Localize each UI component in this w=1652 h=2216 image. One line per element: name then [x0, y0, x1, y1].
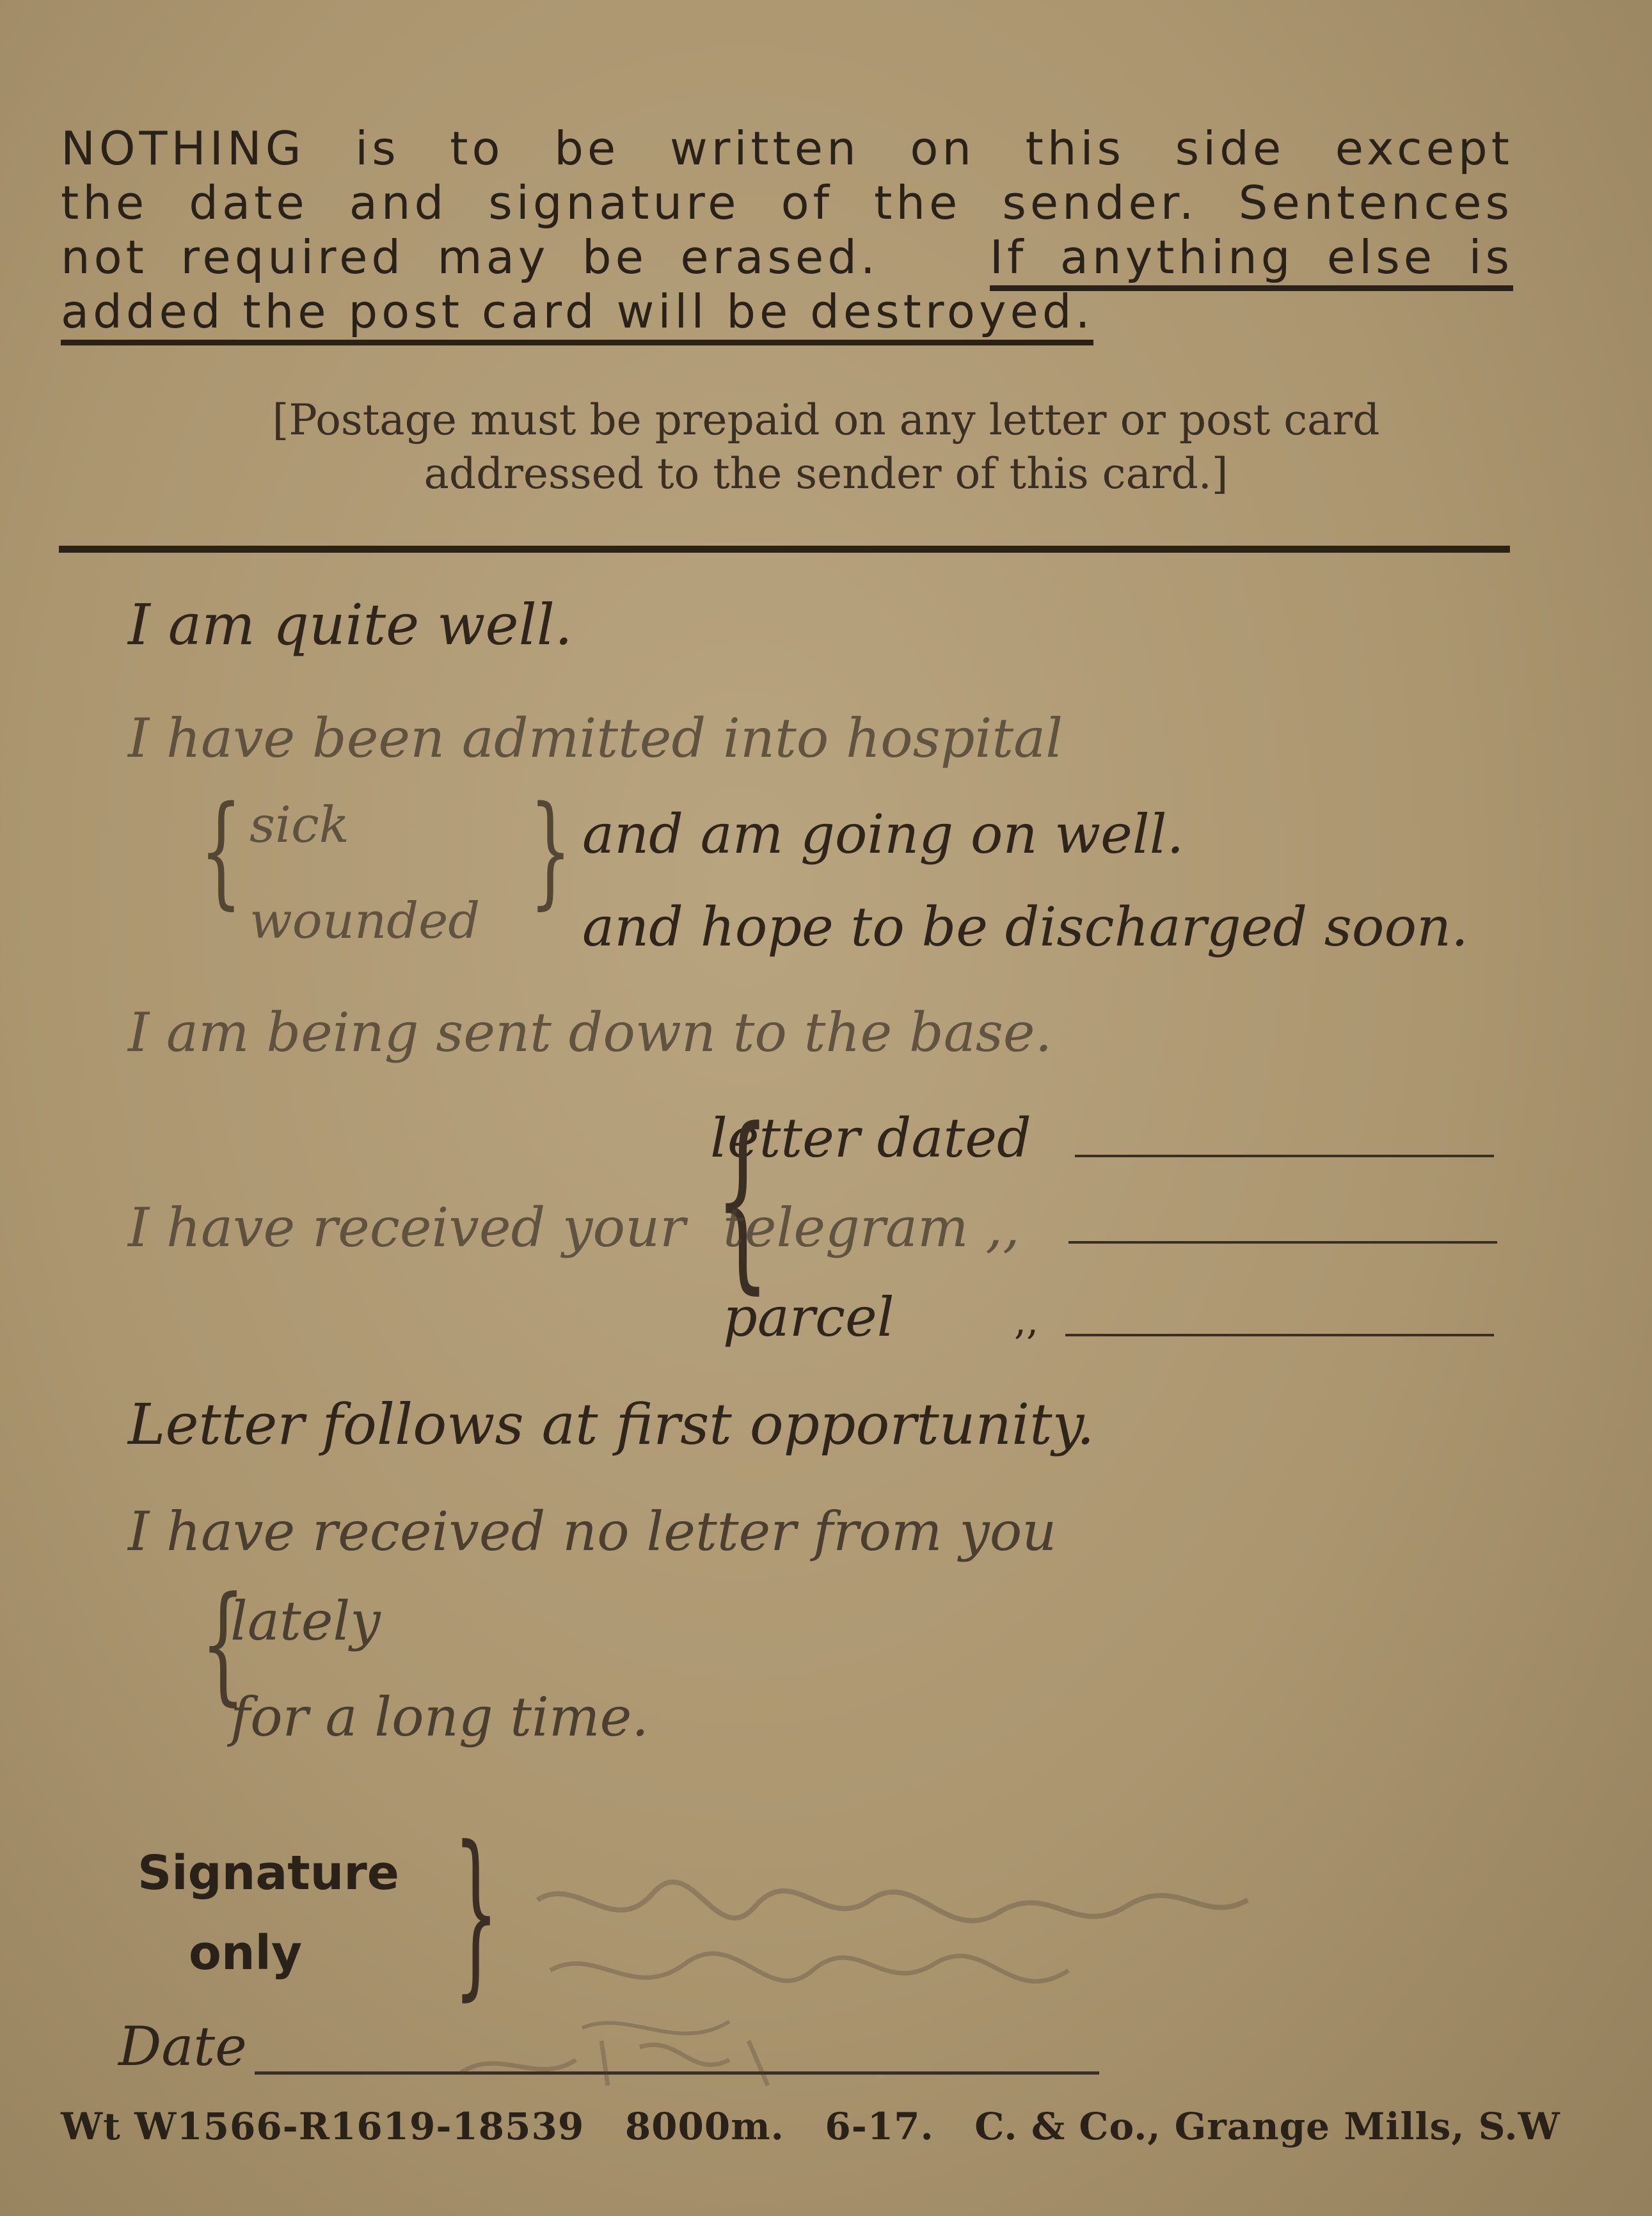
notice-line-3-plain: not required may be erased. [61, 230, 879, 284]
option-letter-dated: letter dated [710, 1107, 1031, 1169]
parcel-date-blank [1065, 1334, 1494, 1336]
brace-no-letter: { [200, 1569, 246, 1718]
parcel-ditto: ,, [1014, 1299, 1039, 1343]
sentence-letter-follows: Letter follows at first opportunity. [128, 1391, 1095, 1457]
sentence-no-letter: I have received no letter from you [128, 1500, 1057, 1563]
postage-note [0, 393, 1652, 501]
option-wounded: wounded [250, 892, 481, 950]
date-label: Date [118, 2015, 247, 2078]
signature-label: Signature [138, 1846, 399, 1901]
sentence-admitted: I have been admitted into hospital [128, 707, 1063, 770]
option-lately: lately [230, 1590, 381, 1652]
brace-received: { [715, 1088, 770, 1311]
option-long-time: for a long time. [230, 1686, 649, 1748]
signature-brace: } [453, 1808, 499, 2017]
letter-date-blank [1075, 1155, 1494, 1157]
faded-date-marks [448, 2022, 806, 2098]
right-brace-hospital: } [529, 780, 572, 921]
sentence-discharged: and hope to be discharged soon. [582, 896, 1468, 958]
printer-imprint: Wt W1566-R1619-18539 8000m. 6-17. C. & Co., Grange Mills, S.W [61, 2105, 1561, 2148]
notice-line-3 [61, 230, 1513, 285]
sentence-going-on-well: and am going on well. [582, 803, 1184, 866]
option-telegram: telegram ,, [723, 1196, 1020, 1259]
postage-line-1: [Postage must be prepaid on any letter or post card [272, 395, 1380, 445]
divider-rule [59, 546, 1510, 553]
sentence-base: I am being sent down to the base. [128, 1001, 1052, 1064]
sentence-quite-well: I am quite well. [128, 592, 573, 658]
notice-line-4: added the post card will be destroyed. [61, 285, 1513, 339]
notice-line-3-underlined: If anything else is [990, 230, 1513, 291]
postage-line-2: addressed to the sender of this card.] [424, 449, 1228, 498]
left-brace-hospital: { [200, 780, 242, 921]
warning-notice [61, 122, 1513, 339]
sentence-received-your: I have received your [128, 1196, 686, 1259]
notice-line-1: NOTHING is to be written on this side except [61, 122, 1513, 175]
notice-line-2: the date and signature of the sender. Sentences [61, 176, 1513, 230]
option-sick: sick [250, 796, 349, 854]
telegram-date-blank [1068, 1241, 1497, 1244]
option-parcel: parcel [723, 1286, 894, 1349]
signature-only-label: only [189, 1926, 303, 1981]
